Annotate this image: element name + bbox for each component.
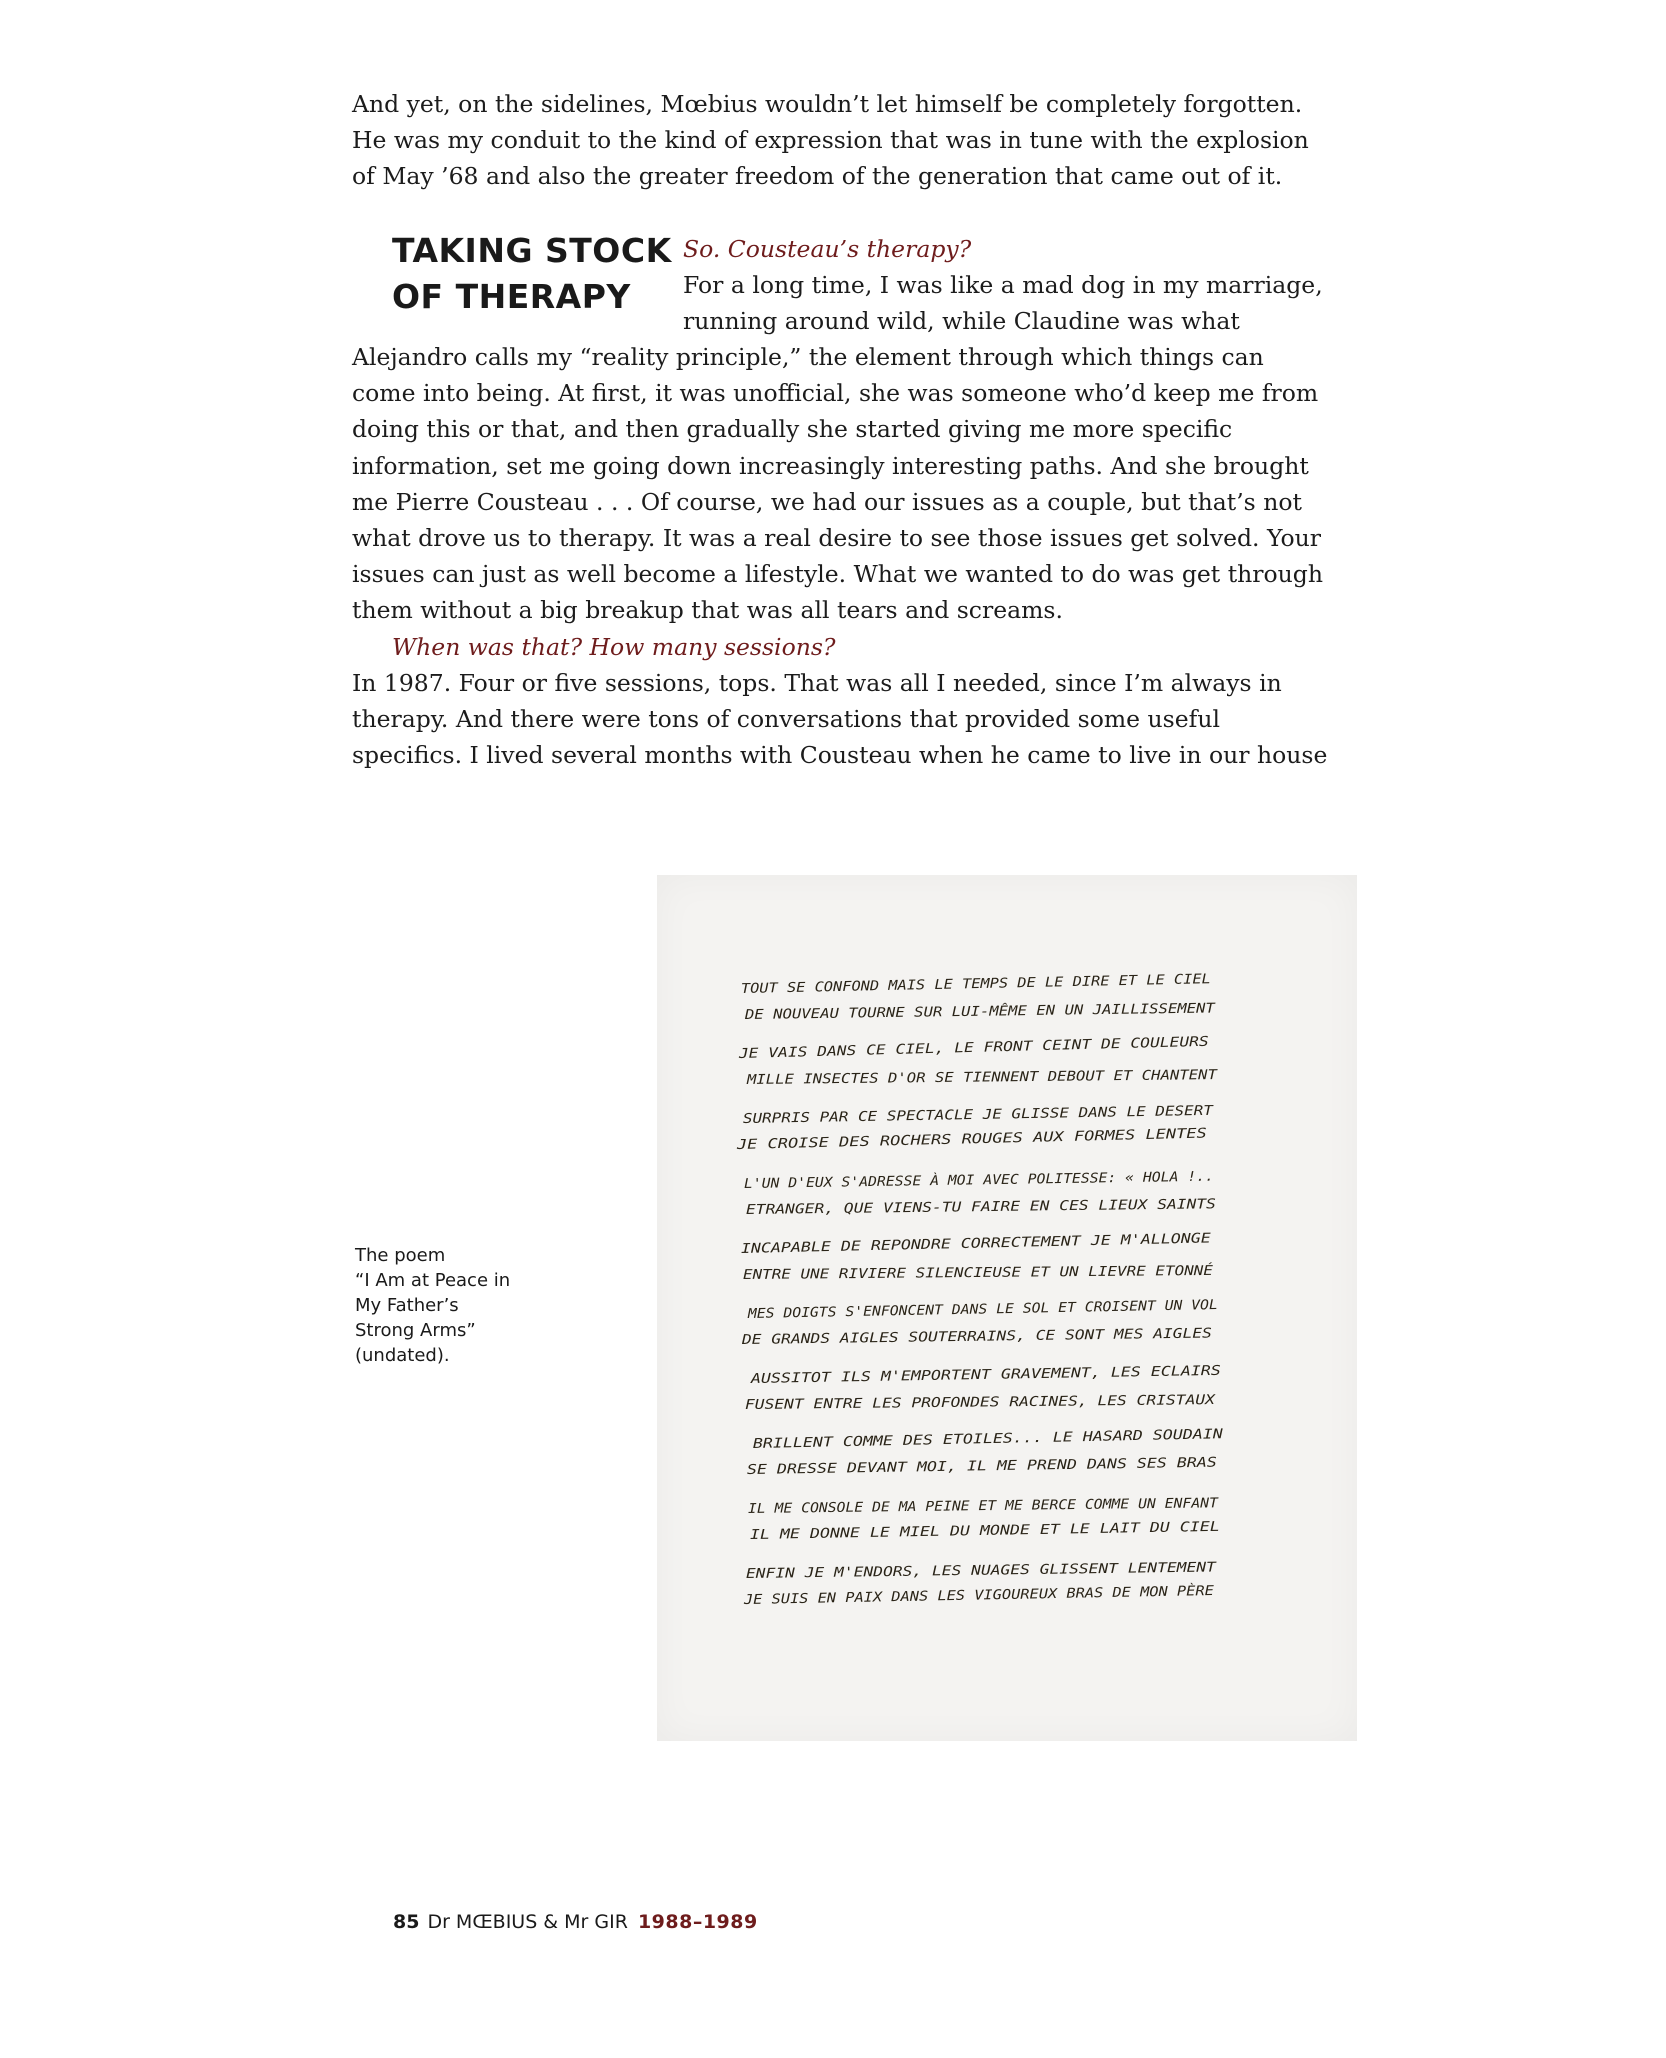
text-line: therapy. And there were tons of conversations that provided some useful [352,705,1220,734]
first-answer-top [683,231,1323,340]
poem-line: SE DRESSE DEVANT MOI, IL ME PREND DANS SES BRAS [746,1456,1130,1478]
handwritten-poem-image [657,875,1357,1741]
heading-line: TAKING STOCK [392,231,672,270]
text-line: And yet, on the sidelines, Mœbius wouldn’t let himself be completely forgotten. [352,90,1303,118]
caption-line: (undated). [355,1345,450,1366]
second-answer-paragraph [352,665,1328,774]
poem-line: JE SUIS EN PAIX DANS LES VIGOUREUX BRAS DE MON PÈRE [743,1584,1159,1608]
poem-line: L'UN D'EUX S'ADRESSE À MOI AVEC POLITESSE: « HOLA !.. [743,1169,1175,1192]
caption-line: The poem [355,1245,446,1266]
poem-line: IL ME DONNE LE MIEL DU MONDE ET LE LAIT DU CIEL [749,1520,1133,1543]
poem-line: MILLE INSECTES D'OR SE TIENNENT DEBOUT ET CHANTENT [746,1067,1154,1088]
caption-line: “I Am at Peace in [355,1270,511,1291]
text-line: information, set me going down increasingly interesting paths. And she brought [352,451,1309,480]
poem-line: BRILLENT COMME DES ETOILES... LE HASARD SOUDAIN [752,1428,1136,1452]
poem-line: AUSSITOT ILS M'EMPORTENT GRAVEMENT, LES ECLAIRS [750,1364,1134,1387]
text-line: of May ’68 and also the greater freedom of the generation that came out of it. [352,162,1283,191]
interview-question: So. Cousteau’s therapy? [683,235,972,263]
poem-line: TOUT SE CONFOND MAIS LE TEMPS DE LE DIRE ET LE CIEL [740,972,1156,997]
text-line: He was my conduit to the kind of expression that was in tune with the explosion [352,126,1309,155]
text-line: For a long time, I was like a mad dog in my marriage, [683,271,1323,300]
text-line: running around wild, while Claudine was what [683,307,1240,336]
figure-caption [355,1243,535,1368]
poem-line: ETRANGER, QUE VIENS-TU FAIRE EN CES LIEUX SAINTS [745,1197,1137,1218]
text-line: come into being. At first, it was unofficial, she was someone who’d keep me from [352,379,1319,408]
poem-line: JE VAIS DANS CE CIEL, LE FRONT CEINT DE COULEURS [738,1035,1130,1062]
poem-line: FUSENT ENTRE LES PROFONDES RACINES, LES CRISTAUX [744,1392,1136,1413]
text-line: them without a big breakup that was all tears and screams. [352,596,1063,625]
page-number: 85 [393,1911,420,1933]
text-line: In 1987. Four or five sessions, tops. That was all I needed, since I’m always in [352,669,1282,697]
heading-line: OF THERAPY [392,277,631,316]
poem-line: DE GRANDS AIGLES SOUTERRAINS, CE SONT MES AIGLES [741,1326,1133,1348]
intro-paragraph [352,86,1309,195]
poem-line: IL ME CONSOLE DE MA PEINE ET ME BERCE COMME UN ENFANT [747,1495,1179,1517]
poem-line: ENFIN JE M'ENDORS, LES NUAGES GLISSENT LENTEMENT [745,1560,1137,1582]
poem-line: SURPRIS PAR CE SPECTACLE JE GLISSE DANS LE DESERT [742,1104,1142,1127]
caption-line: Strong Arms” [355,1320,476,1341]
text-line: doing this or that, and then gradually she started giving me more specific [352,415,1233,444]
text-line: what drove us to therapy. It was a real desire to see those issues get solved. Your [352,524,1321,553]
page-footer [393,1911,758,1933]
text-line: issues can just as well become a lifestyle. What we wanted to do was get through [352,560,1323,589]
poem-line: ENTRE UNE RIVIERE SILENCIEUSE ET UN LIEVRE ETONNÉ [742,1263,1142,1283]
first-answer-paragraph [352,339,1323,629]
chapter-years: 1988–1989 [637,1911,758,1933]
handwritten-poem [657,875,1357,1741]
interview-question: When was that? How many sessions? [392,633,836,661]
poem-line: MES DOIGTS S'ENFONCENT DANS LE SOL ET CROISENT UN VOL [747,1297,1179,1322]
poem-line: JE CROISE DES ROCHERS ROUGES AUX FORMES LENTES [736,1127,1111,1153]
text-line: me Pierre Cousteau . . . Of course, we had our issues as a couple, but that’s not [352,487,1302,516]
poem-line: DE NOUVEAU TOURNE SUR LUI-MÊME EN UN JAILLISSEMENT [744,1001,1152,1023]
book-title: Dr MŒBIUS & Mr GIR [427,1911,628,1933]
text-line: specifics. I lived several months with Cousteau when he came to live in our house [352,741,1328,770]
section-heading [392,228,672,320]
caption-line: My Father’s [355,1295,459,1316]
text-line: Alejandro calls my “reality principle,” the element through which things can [352,343,1264,371]
poem-line: INCAPABLE DE REPONDRE CORRECTEMENT JE M'ALLONGE [740,1232,1124,1257]
